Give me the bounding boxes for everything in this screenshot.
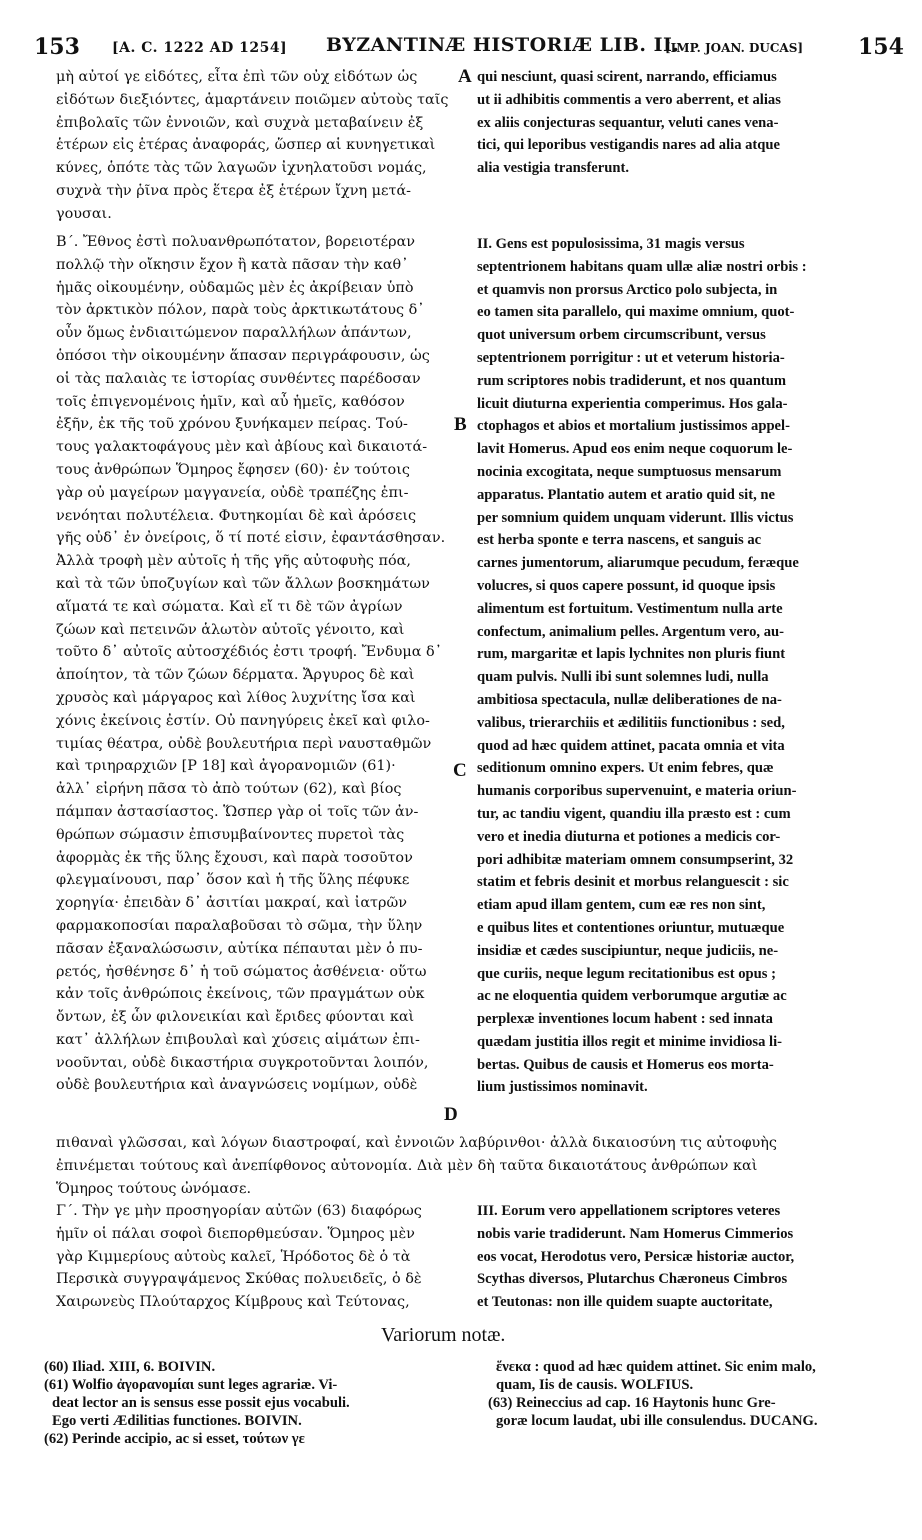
text-line: ἡμῖν οἱ πάλαι σοφοὶ διεπορθμεύσαν. Ὅμηρος μὲν (56, 1225, 415, 1242)
text-line: apparatus. Plantatio autem et aratio quid sit, ne (477, 486, 775, 503)
text-line: ἀποίητον, τὰ τῶν ζώων δέρματα. Ἄργυρος δὲ καὶ (56, 667, 415, 684)
text-line: humanis corporibus supervenuint, e materia oriun- (477, 783, 797, 800)
greek-full-width-text (56, 1132, 886, 1200)
text-line: ἀφορμὰς ἐκ τῆς ὕλης ἔχουσι, καὶ παρὰ τοσοῦτον (56, 849, 413, 866)
text-line: γὰρ οὐ μαγείρων μαγγανεία, οὐδὲ τραπέζης ἐπι- (56, 484, 409, 501)
text-line: γὰρ Κιμμερίους αὐτοὺς καλεῖ, Ἡρόδοτος δὲ ὁ τὰ (56, 1248, 411, 1265)
footnote-line: (61) Wolfio ἀγορανομίαι sunt leges agrariæ. Vi- (44, 1377, 338, 1393)
text-line: κἀν τοῖς ἀνθρώποις ἐκείνοις, τῶν πραγμάτων οὐκ (56, 986, 425, 1003)
text-line: ex aliis conjecturas sequantur, veluti canes vena- (477, 114, 779, 131)
text-line: πιθαναὶ γλῶσσαι, καὶ λόγων διαστροφαί, καὶ ἐννοιῶν λαβύρινθοι· ἀλλὰ δικαιοσύνη τις αὐτοφυὴς (56, 1135, 777, 1151)
text-line: ζώων καὶ πετεινῶν ἁλωτὸν αὐτοῖς γένοιτο, καὶ (56, 621, 405, 638)
text-line: καὶ τριηραρχιῶν [P 18] καὶ ἀγορανομιῶν (61)· (56, 758, 396, 775)
text-line: tici, qui leporibus vestigandis nares ad alia atque (477, 137, 781, 154)
text-line: est herba sponte e terra nascens, et sanguis ac (477, 532, 762, 549)
text-line: ἀλλ᾽ εἰρήνη πᾶσα τὸ ἀπὸ τούτων (62), καὶ βίος (56, 781, 402, 798)
text-line: πάμπαν ἀστασίαστος. Ὥσπερ γὰρ οἱ τοῖς τῶν ἀν- (56, 803, 419, 820)
footnotes-right (488, 1358, 898, 1430)
margin-letter-d: D (444, 1104, 458, 1125)
text-line: quædam justitia illos regit et minime invidiosa li- (477, 1033, 782, 1050)
text-line: vero et inedia diuturna et potiones a medicis cor- (477, 828, 781, 845)
text-line: ἐπινέμεται τούτους καὶ ἀνεπίφθονος αὐτονομία. Διὰ μὲν δὴ ταῦτα δικαιοτάτους ἀνθρώπων καὶ (56, 1157, 758, 1174)
latin-column-section-2 (477, 233, 887, 1099)
latin-column-section-1 (477, 66, 887, 180)
text-line: ἐξῆν, ἐκ τῆς τοῦ χρόνου ξυνήκαμεν πείρας. Τού- (56, 416, 408, 433)
text-line: ἡμᾶς οἰκουμένην, οὐδαμῶς μὲν ἐς ἀκρίβειαν ὑπὸ (56, 279, 414, 296)
footnote-line: goræ locum laudat, ubi ille consulendus. DUCANG. (496, 1413, 818, 1429)
text-line: ὁπόσοι τὴν οἰκουμένην ἅπασαν περιγράφουσιν, ὡς (56, 347, 430, 364)
text-line: πολλῷ τὴν οἴκησιν ἔχον ἢ κατὰ πᾶσαν τὴν καθ᾽ (56, 256, 409, 273)
running-title: BYZANTINÆ HISTORIÆ LIB. II. (326, 34, 680, 56)
text-line: per somnium quidem unquam viderunt. Illis victus (477, 509, 794, 526)
text-line: lavit Homerus. Apud eos enim neque coquorum le- (477, 441, 793, 458)
text-line: Scythas diversos, Plutarchus Chæroneus Cimbros (477, 1271, 788, 1288)
margin-letter-a: A (458, 66, 472, 87)
text-line: τοῖς ἐπιγενομένοις ἡμῖν, καὶ αὖ ἡμεῖς, καθόσον (56, 393, 405, 410)
greek-column-section-2 (56, 231, 456, 1097)
text-line: et Teutonas: non ille quidem suapte auctoritate, (477, 1294, 773, 1311)
text-line: Γ΄. Τὴν γε μὴν προσηγορίαν αὐτῶν (63) διαφόρως (56, 1203, 422, 1219)
text-line: ἐπιβολαῖς τῶν ἐννοιῶν, καὶ συχνὰ μεταβαίνειν ἐξ (56, 114, 424, 131)
text-line: seditionum omnino expers. Ut enim febres, quæ (477, 760, 774, 777)
text-line: ρετός, ἠσθένησε δ᾽ ἡ τοῦ σώματος ἀσθένεια· οὕτω (56, 963, 427, 980)
text-line: συχνὰ τὴν ῥῖνα πρὸς ἕτερα ἐξ ἑτέρων ἴχνη μετά- (56, 182, 412, 199)
text-line: eo tamen sita parallelo, qui maxime omnium, quot- (477, 304, 795, 321)
text-line: III. Eorum vero appellationem scriptores veteres (477, 1203, 781, 1219)
footnote-line: quam, Iis de causis. WOLFIUS. (496, 1377, 694, 1393)
text-line: valibus, trierarchiis et ædilitiis functionibus : sed, (477, 714, 785, 731)
text-line: nobis varie tradiderunt. Nam Homerus Cimmerios (477, 1225, 794, 1242)
text-line: φλεγμαίνουσι, παρ᾽ ὅσον καὶ ἡ τῆς ὕλης πέφυκε (56, 872, 410, 889)
text-line: quot universum orbem circumscribunt, versus (477, 327, 766, 344)
text-line: bertas. Quibus de causis et Homerus eos morta- (477, 1056, 774, 1073)
text-line: οὐδὲ βουλευτήρια καὶ ἀναγνώσεις νομίμων, οὐδὲ (56, 1077, 418, 1094)
footnote-line: (63) Reineccius ad cap. 16 Haytonis hunc Gre- (488, 1395, 776, 1411)
text-line: ὄντων, ἐξ ὧν φιλονεικίαι καὶ ἔριδες φύονται καὶ (56, 1009, 415, 1026)
text-line: νοοῦνται, οὐδὲ δικαστήρια συγκροτοῦνται λοιπόν, (56, 1054, 429, 1071)
text-line: II. Gens est populosissima, 31 magis versus (477, 236, 745, 252)
text-line: septentrionem habitans quam ullæ aliæ nostri orbis : (477, 258, 807, 275)
text-line: rum scriptores nobis tradiderunt, et nos quantum (477, 372, 787, 389)
greek-column-section-3 (56, 1200, 456, 1314)
text-line: alimentum est fortuitum. Vestimentum nulla arte (477, 600, 783, 617)
text-line: qui nesciunt, quasi scirent, narrando, efficiamus (477, 69, 777, 85)
footnote-line: (60) Iliad. XIII, 6. BOIVIN. (44, 1359, 216, 1375)
text-line: quod ad hæc quidem attinet, pacata omnia et vita (477, 737, 785, 754)
text-line: Ἀλλὰ τροφὴ μὲν αὐτοῖς ἡ τῆς γῆς αὐτοφυὴς πόα, (56, 553, 411, 570)
text-line: rum, margaritæ et lapis lychnites non pluris fiunt (477, 646, 786, 663)
text-line: γῆς οὐδ᾽ ἐν ὀνείροις, ὅ τί ποτέ εἰσιν, ἐφαντάσθησαν. (56, 530, 446, 547)
margin-letter-b: B (454, 414, 467, 435)
text-line: τοῦτο δ᾽ αὐτοῖς αὐτοσχέδιός ἐστι τροφή. Ἔνδυμα δ᾽ (56, 644, 442, 661)
page-number-right: 154 (858, 34, 904, 60)
text-line: μὴ αὐτοί γε εἰδότες, εἶτα ἐπὶ τῶν οὐχ εἰδότων ὡς (56, 69, 418, 85)
text-line: que curiis, neque legum recitationibus est opus ; (477, 965, 776, 982)
header-emperor: [IMP. JOAN. DUCAS] (665, 41, 804, 55)
text-line: statim et febris desinit et morbus relanguescit : sic (477, 874, 789, 891)
text-line: pori adhibitæ materiam omnem consumpserint, 32 (477, 851, 794, 868)
text-line: volucres, si quos capere possunt, id quoque ipsis (477, 577, 776, 594)
text-line: quam pulvis. Nulli ibi sunt solemnes ludi, nulla (477, 669, 769, 686)
text-line: etiam apud illam gentem, cum eæ res non sint, (477, 897, 766, 914)
text-line: eos vocat, Herodotus vero, Persicæ historiæ auctor, (477, 1248, 795, 1265)
text-line: Περσικὰ συγγραψάμενος Σκύθας πολυειδεῖς, ὁ δὲ (56, 1271, 422, 1288)
footnotes-left (44, 1358, 469, 1448)
text-line: tur, ac tandiu vigent, quandiu illa præsto est : cum (477, 805, 791, 822)
text-line: φαρμακοποσίαι παραλαβοῦσαι τὸ σῶμα, τὴν ὕλην (56, 917, 423, 934)
text-line: Β΄. Ἔθνος ἐστὶ πολυανθρωπότατον, βορειοτέραν (56, 234, 416, 250)
footnote-line: Ego verti Ædilitias functiones. BOIVIN. (52, 1413, 302, 1429)
text-line: τὸν ἀρκτικὸν πόλον, παρὰ τοὺς ἀρκτικωτάτους δ᾽ (56, 302, 425, 319)
text-line: nocinia excogitata, neque sumptuosus mensarum (477, 463, 782, 480)
text-line: confectum, animalium pelles. Argentum vero, au- (477, 623, 784, 640)
text-line: χόνις ἐκείνοις ἐστίν. Οὐ πανηγύρεις ἐκεῖ καὶ φιλο- (56, 712, 430, 729)
text-line: τους γαλακτοφάγους μὲν καὶ ἀβίους καὶ δικαιοτά- (56, 439, 428, 456)
page-number-left: 153 (34, 34, 80, 60)
text-line: ambitiosa spectacula, nullæ deliberationes de na- (477, 691, 782, 708)
footnote-line: deat lector an is sensus esse possit ejus vocabuli. (52, 1395, 350, 1411)
text-line: lium justissimos nominavit. (477, 1079, 648, 1096)
text-line: κατ᾽ ἀλλήλων ἐπιβουλαὶ καὶ χύσεις αἱμάτων ἐπι- (56, 1031, 420, 1048)
text-line: licuit diuturna experientia comperimus. Hos gala- (477, 395, 788, 412)
text-line: χορηγία· ἐπειδὰν δ᾽ ἀσιτίαι μακραί, καὶ ἰατρῶν (56, 895, 407, 912)
text-line: ac ne eloquentia quidem verborumque argutiæ ac (477, 988, 787, 1005)
text-line: νενόηται πολυτέλεια. Φυτηκομίαι δὲ καὶ ἀρόσεις (56, 507, 417, 524)
text-line: ἑτέρων εἰς ἑτέρας ἀναφοράς, ὥσπερ αἱ κυνηγετικαὶ (56, 137, 436, 154)
text-line: αἵματά τε καὶ σώματα. Καὶ εἴ τι δὲ τῶν ἀγρίων (56, 598, 403, 615)
text-line: ut ii adhibitis commentis a vero aberrent, et alias (477, 91, 781, 108)
footnote-line: ἕνεκα : quod ad hæc quidem attinet. Sic enim malo, (496, 1359, 816, 1375)
text-line: Χαιρωνεὺς Πλούταρχος Κίμβρους καὶ Τεύτονας, (56, 1294, 410, 1311)
text-line: et quamvis non prorsus Arctico polo subjecta, in (477, 281, 778, 298)
text-line: κύνες, ὁπότε τὰς τῶν λαγωῶν ἰχνηλατοῦσι νομάς, (56, 160, 427, 177)
text-line: χρυσὸς καὶ μάργαρος καὶ λίθος λυχνίτης ἴσα καὶ (56, 689, 416, 706)
greek-column-section-1 (56, 66, 456, 226)
text-line: γουσαι. (56, 205, 112, 222)
text-line: τους ἀνθρώπων Ὅμηρος ἔφησεν (60)· ἐν τούτοις (56, 461, 410, 478)
text-line: septentrionem porrigitur : ut et veterum historia- (477, 349, 785, 366)
text-line: τιμίας θέατρα, οὐδὲ βουλευτήρια περὶ ναυσταθμῶν (56, 735, 432, 752)
footnote-line: (62) Perinde accipio, ac si esset, τούτων γε (44, 1431, 305, 1447)
text-line: alia vestigia transferunt. (477, 160, 630, 177)
text-line: πᾶσαν ἐξαναλώσωσιν, αὐτίκα πέπαυται μὲν ὁ πυ- (56, 940, 423, 957)
text-line: perplexæ inventiones locum habent : sed innata (477, 1011, 773, 1028)
text-line: e quibus lites et contentiones oriuntur, mutuæque (477, 919, 785, 936)
text-line: εἰδότων διεξιόντες, ἁμαρτάνειν ποιῶμεν αὐτοὺς ταῖς (56, 91, 449, 108)
margin-letter-c: C (453, 760, 467, 781)
notes-heading: Variorum notæ. (381, 1324, 506, 1346)
text-line: καὶ τὰ τῶν ὑποζυγίων καὶ τῶν ἄλλων βοσκημάτων (56, 575, 430, 592)
text-line: οἱ τὰς παλαιὰς τε ἱστορίας συνθέντες παρέδοσαν (56, 370, 421, 387)
text-line: οὖν ὅμως ἐνδιαιτώμενον παραλλήλων ἁπάντων, (56, 325, 412, 342)
text-line: insidiæ et cædes suscipiuntur, neque judiciis, ne- (477, 942, 779, 959)
text-line: ctophagos et abios et mortalium justissimos appel- (477, 418, 790, 435)
header-dates: [A. C. 1222 AD 1254] (112, 40, 288, 56)
latin-column-section-3 (477, 1200, 887, 1314)
text-line: θρώπων σώμασιν ἐπισυμβαίνοντες πυρετοὶ τὰς (56, 826, 405, 843)
text-line: carnes jumentorum, aliarumque pecudum, feræque (477, 555, 799, 572)
text-line: Ὅμηρος τούτους ὠνόμασε. (56, 1180, 252, 1197)
